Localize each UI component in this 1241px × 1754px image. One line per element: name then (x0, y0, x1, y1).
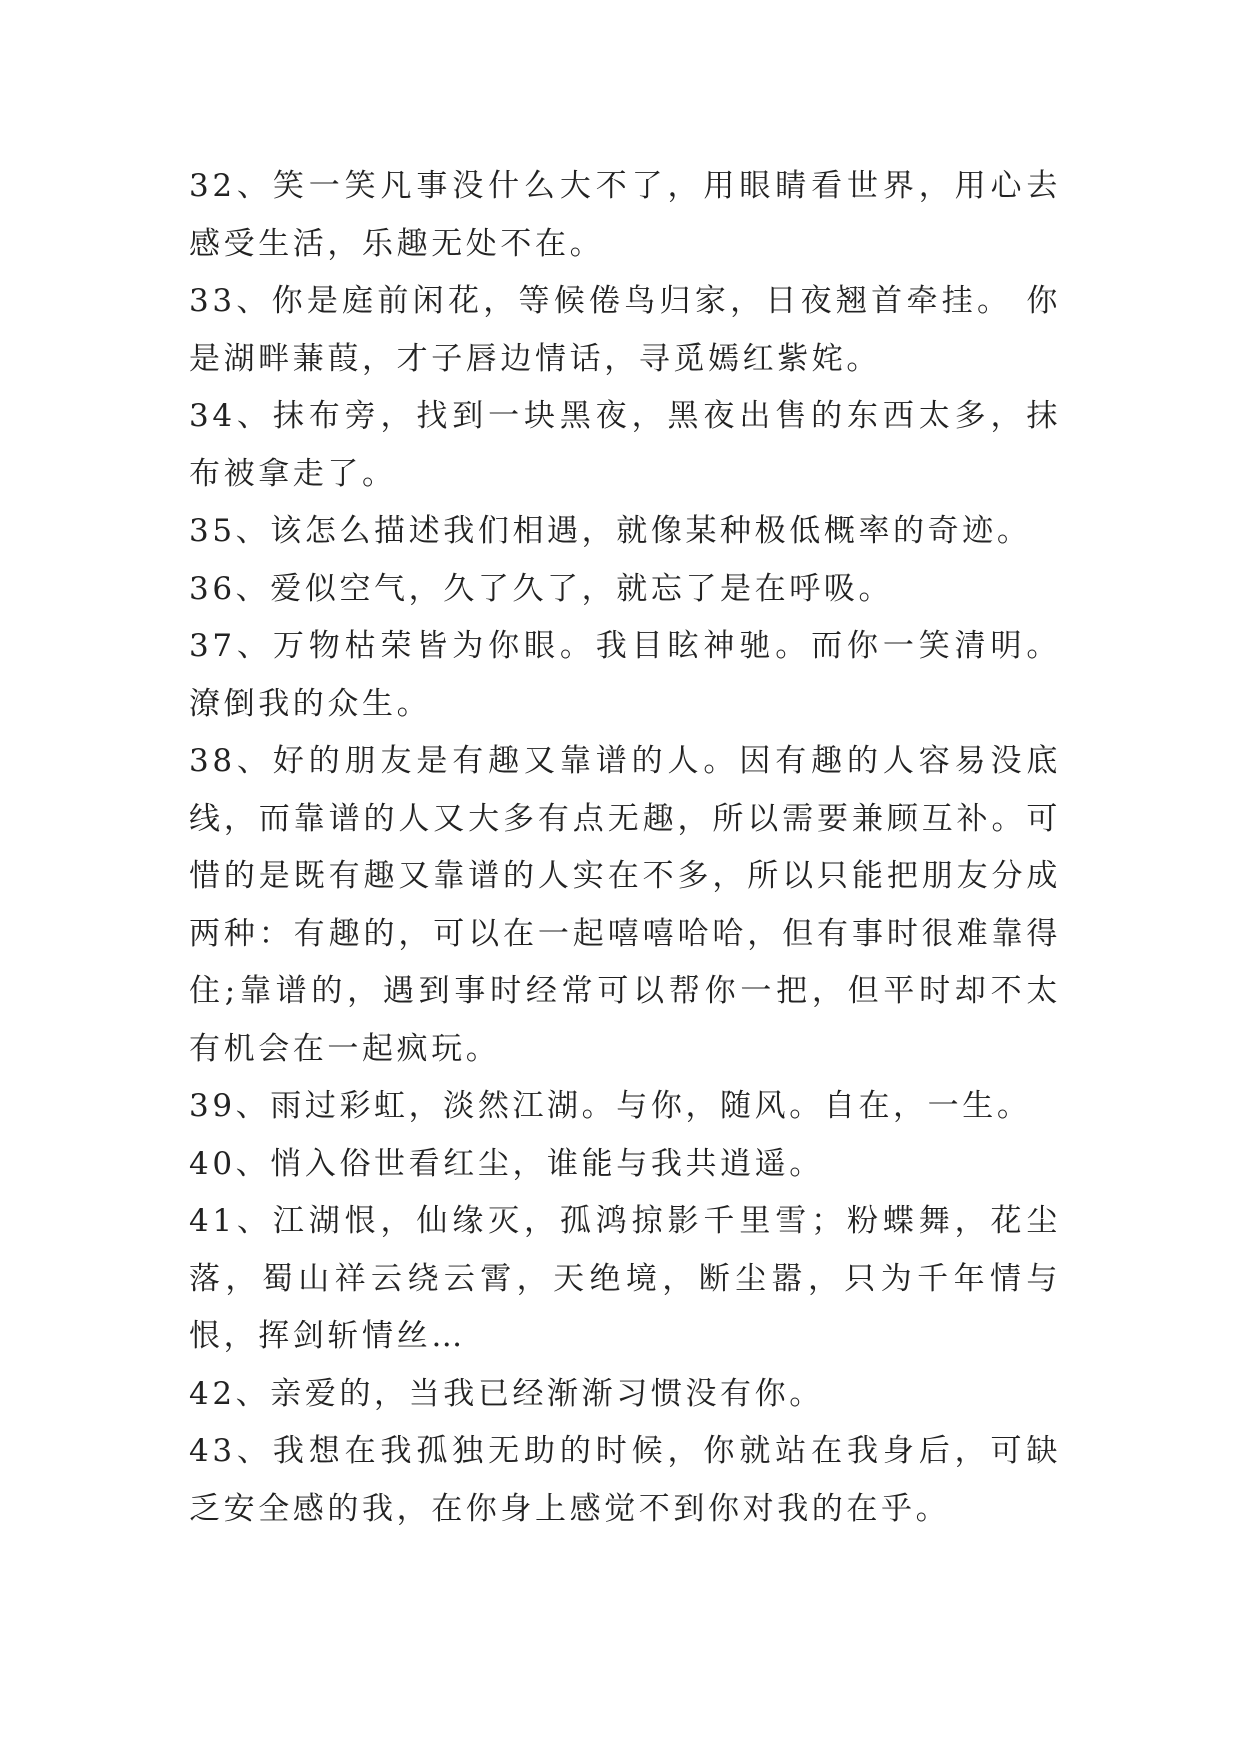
paragraph-33: 33、你是庭前闲花，等候倦鸟归家，日夜翘首牵挂。 你是湖畔蒹葭，才子唇边情话，寻觅嫣红紫姹。 (189, 283, 1061, 377)
paragraph-34: 34、抹布旁，找到一块黑夜，黑夜出售的东西太多，抹布被拿走了。 (189, 398, 1061, 492)
paragraph-32: 32、笑一笑凡事没什么大不了，用眼睛看世界，用心去感受生活，乐趣无处不在。 (189, 168, 1061, 262)
paragraph-38: 38、好的朋友是有趣又靠谱的人。因有趣的人容易没底线，而靠谱的人又大多有点无趣，所以需要兼顾互补。可惜的是既有趣又靠谱的人实在不多，所以只能把朋友分成两种：有趣的，可以在一起嘻嘻哈哈，但有事时很难靠得住;靠谱的，遇到事时经常可以帮你一把，但平时却不太有机会在一起疯玩。 (189, 743, 1061, 1067)
paragraph-36: 36、爱似空气，久了久了，就忘了是在呼吸。 (189, 570, 894, 607)
paragraph-41: 41、江湖恨，仙缘灭，孤鸿掠影千里雪；粉蝶舞，花尘落，蜀山祥云绕云霄，天绝境，断尘嚣，只为千年情与恨，挥剑斩情丝… (189, 1203, 1061, 1354)
paragraph-37: 37、万物枯荣皆为你眼。我目眩神驰。而你一笑清明。潦倒我的众生。 (189, 628, 1061, 722)
paragraph-40: 40、悄入俗世看红尘，谁能与我共逍遥。 (189, 1145, 824, 1182)
paragraph-39: 39、雨过彩虹，淡然江湖。与你，随风。自在，一生。 (189, 1088, 1032, 1124)
paragraph-42: 42、亲爱的，当我已经渐渐习惯没有你。 (189, 1375, 824, 1412)
paragraph-35: 35、该怎么描述我们相遇，就像某种极低概率的奇迹。 (189, 513, 1032, 549)
document-body (189, 158, 1061, 1538)
paragraph-43: 43、我想在我孤独无助的时候，你就站在我身后，可缺乏安全感的我，在你身上感觉不到你对我的在乎。 (189, 1433, 1061, 1527)
